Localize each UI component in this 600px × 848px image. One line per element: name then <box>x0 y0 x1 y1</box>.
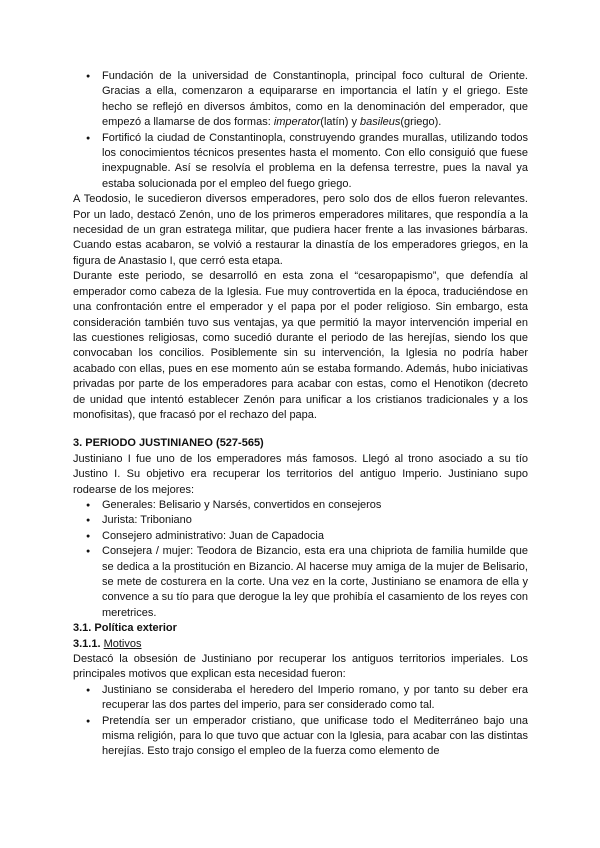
advisors-list <box>73 498 528 621</box>
spacer <box>73 423 528 436</box>
list-item <box>73 544 528 621</box>
list-item <box>73 498 528 513</box>
term-text-latin: (latín) y <box>320 116 361 129</box>
list-item-text: Jurista: Triboniano <box>102 514 192 527</box>
subsection-title: 3.1. Política exterior <box>73 622 177 635</box>
paragraph-justiniano-intro: Justiniano I fue uno de los emperadores más famosos. Llegó al trono asociado a su tío Justino I. Su objetivo era recuperar los territorios del antiguo Imperio. Justiniano supo rodearse de los mejores: <box>73 452 528 496</box>
top-bullet-list <box>73 69 528 192</box>
list-item-text: Consejera / mujer: Teodora de Bizancio, esta era una chipriota de familia humilde que se dedica a la prostitución en Bizancio. Al hacerse muy amiga de la mujer de Belisario, se mete de costurera en la corte. Una vez en la corte, Justiniano se enamora de ella y convence a su tío para que derogue la ley que prohibía el casamiento de los reyes con meretrices. <box>102 545 528 619</box>
subsubsection-title <box>73 637 528 652</box>
list-item <box>73 131 528 193</box>
list-item <box>73 69 528 131</box>
list-item <box>73 714 528 760</box>
subsubsection-label: Motivos <box>103 637 142 650</box>
term-basileus: basileus <box>360 116 401 129</box>
list-item-text: Consejero administrativo: Juan de Capadocia <box>102 529 324 542</box>
list-item-text: Fortificó la ciudad de Constantinopla, construyendo grandes murallas, utilizando todos los conocimientos técnicos presentes hasta el momento. Con ello consiguió que fuese inexpugnable. Así se resolvía el problema en la defensa terrestre, pues la naval ya estaba solucionada por el empleo del fuego griego. <box>102 131 528 190</box>
document-page <box>73 69 528 760</box>
list-item-text: Justiniano se consideraba el heredero del Imperio romano, y por tanto su deber era recuperar las dos partes del imperio, para ser considerado como tal. <box>102 683 528 712</box>
term-text-greek: (griego). <box>400 116 442 129</box>
subsubsection-number: 3.1.1. <box>73 637 101 650</box>
list-item-text: Fundación de la universidad de Constantinopla, principal foco cultural de Oriente. Gracias a ella, comenzaron a equipararse en importancia el latín y el griego. Este hecho se reflejó en diversos ámbitos, como en la denominación del emperador, que empezó a llamarse de dos formas: <box>102 70 528 129</box>
list-item <box>73 683 528 714</box>
paragraph-motivos-intro: Destacó la obsesión de Justiniano por recuperar los antiguos territorios imperiales. Los principales motivos que explican esta necesidad fueron: <box>73 653 528 681</box>
section-title: 3. PERIODO JUSTINIANEO (527-565) <box>73 437 264 450</box>
list-item <box>73 529 528 544</box>
motives-list <box>73 683 528 760</box>
paragraph-cesaropapismo: Durante este periodo, se desarrolló en esta zona el “cesaropapismo”, que defendía al emperador como cabeza de la Iglesia. Fue muy controvertida en la época, traduciéndose en una confrontación entre el emperador y el papa por el poder religioso. Sin embargo, esta consideración también tuvo sus ventajas, ya que permitió la mayor intervención imperial en las cuestiones religiosas, como sucedió durante el periodo de las herejías, siendo los que convocaban los concilios. Posiblemente sin su intervención, la Iglesia no podría haber acabado con ellas, pues en ese momento aún se estaba formando. Además, hubo iniciativas privadas por parte de los emperadores para acabar con estas, como el Henotikon (decreto de unidad que intentó establecer Zenón para unificar a los cristianos tradicionales y a los monofisitas), que fracasó por el rechazo del papa. <box>73 270 528 421</box>
list-item <box>73 513 528 528</box>
paragraph-teodosio: A Teodosio, le sucedieron diversos emperadores, pero solo dos de ellos fueron relevantes. Por un lado, destacó Zenón, uno de los primeros emperadores militares, que respondía a la necesidad de un gran estratega militar, que pudiera hacer frente a las invasiones bárbaras. Cuando estas acabaron, se volvió a restaurar la dinastía de los emperadores griegos, en la figura de Anastasio I, que cerró esta etapa. <box>73 193 528 267</box>
list-item-text: Pretendía ser un emperador cristiano, que unificase todo el Mediterráneo bajo una misma religión, para lo que tuvo que actuar con la Iglesia, para acabar con las distintas herejías. Esto trajo consigo el empleo de la fuerza como elemento de <box>102 714 528 758</box>
list-item-text: Generales: Belisario y Narsés, convertidos en consejeros <box>102 498 382 511</box>
term-imperator: imperator <box>273 116 321 129</box>
